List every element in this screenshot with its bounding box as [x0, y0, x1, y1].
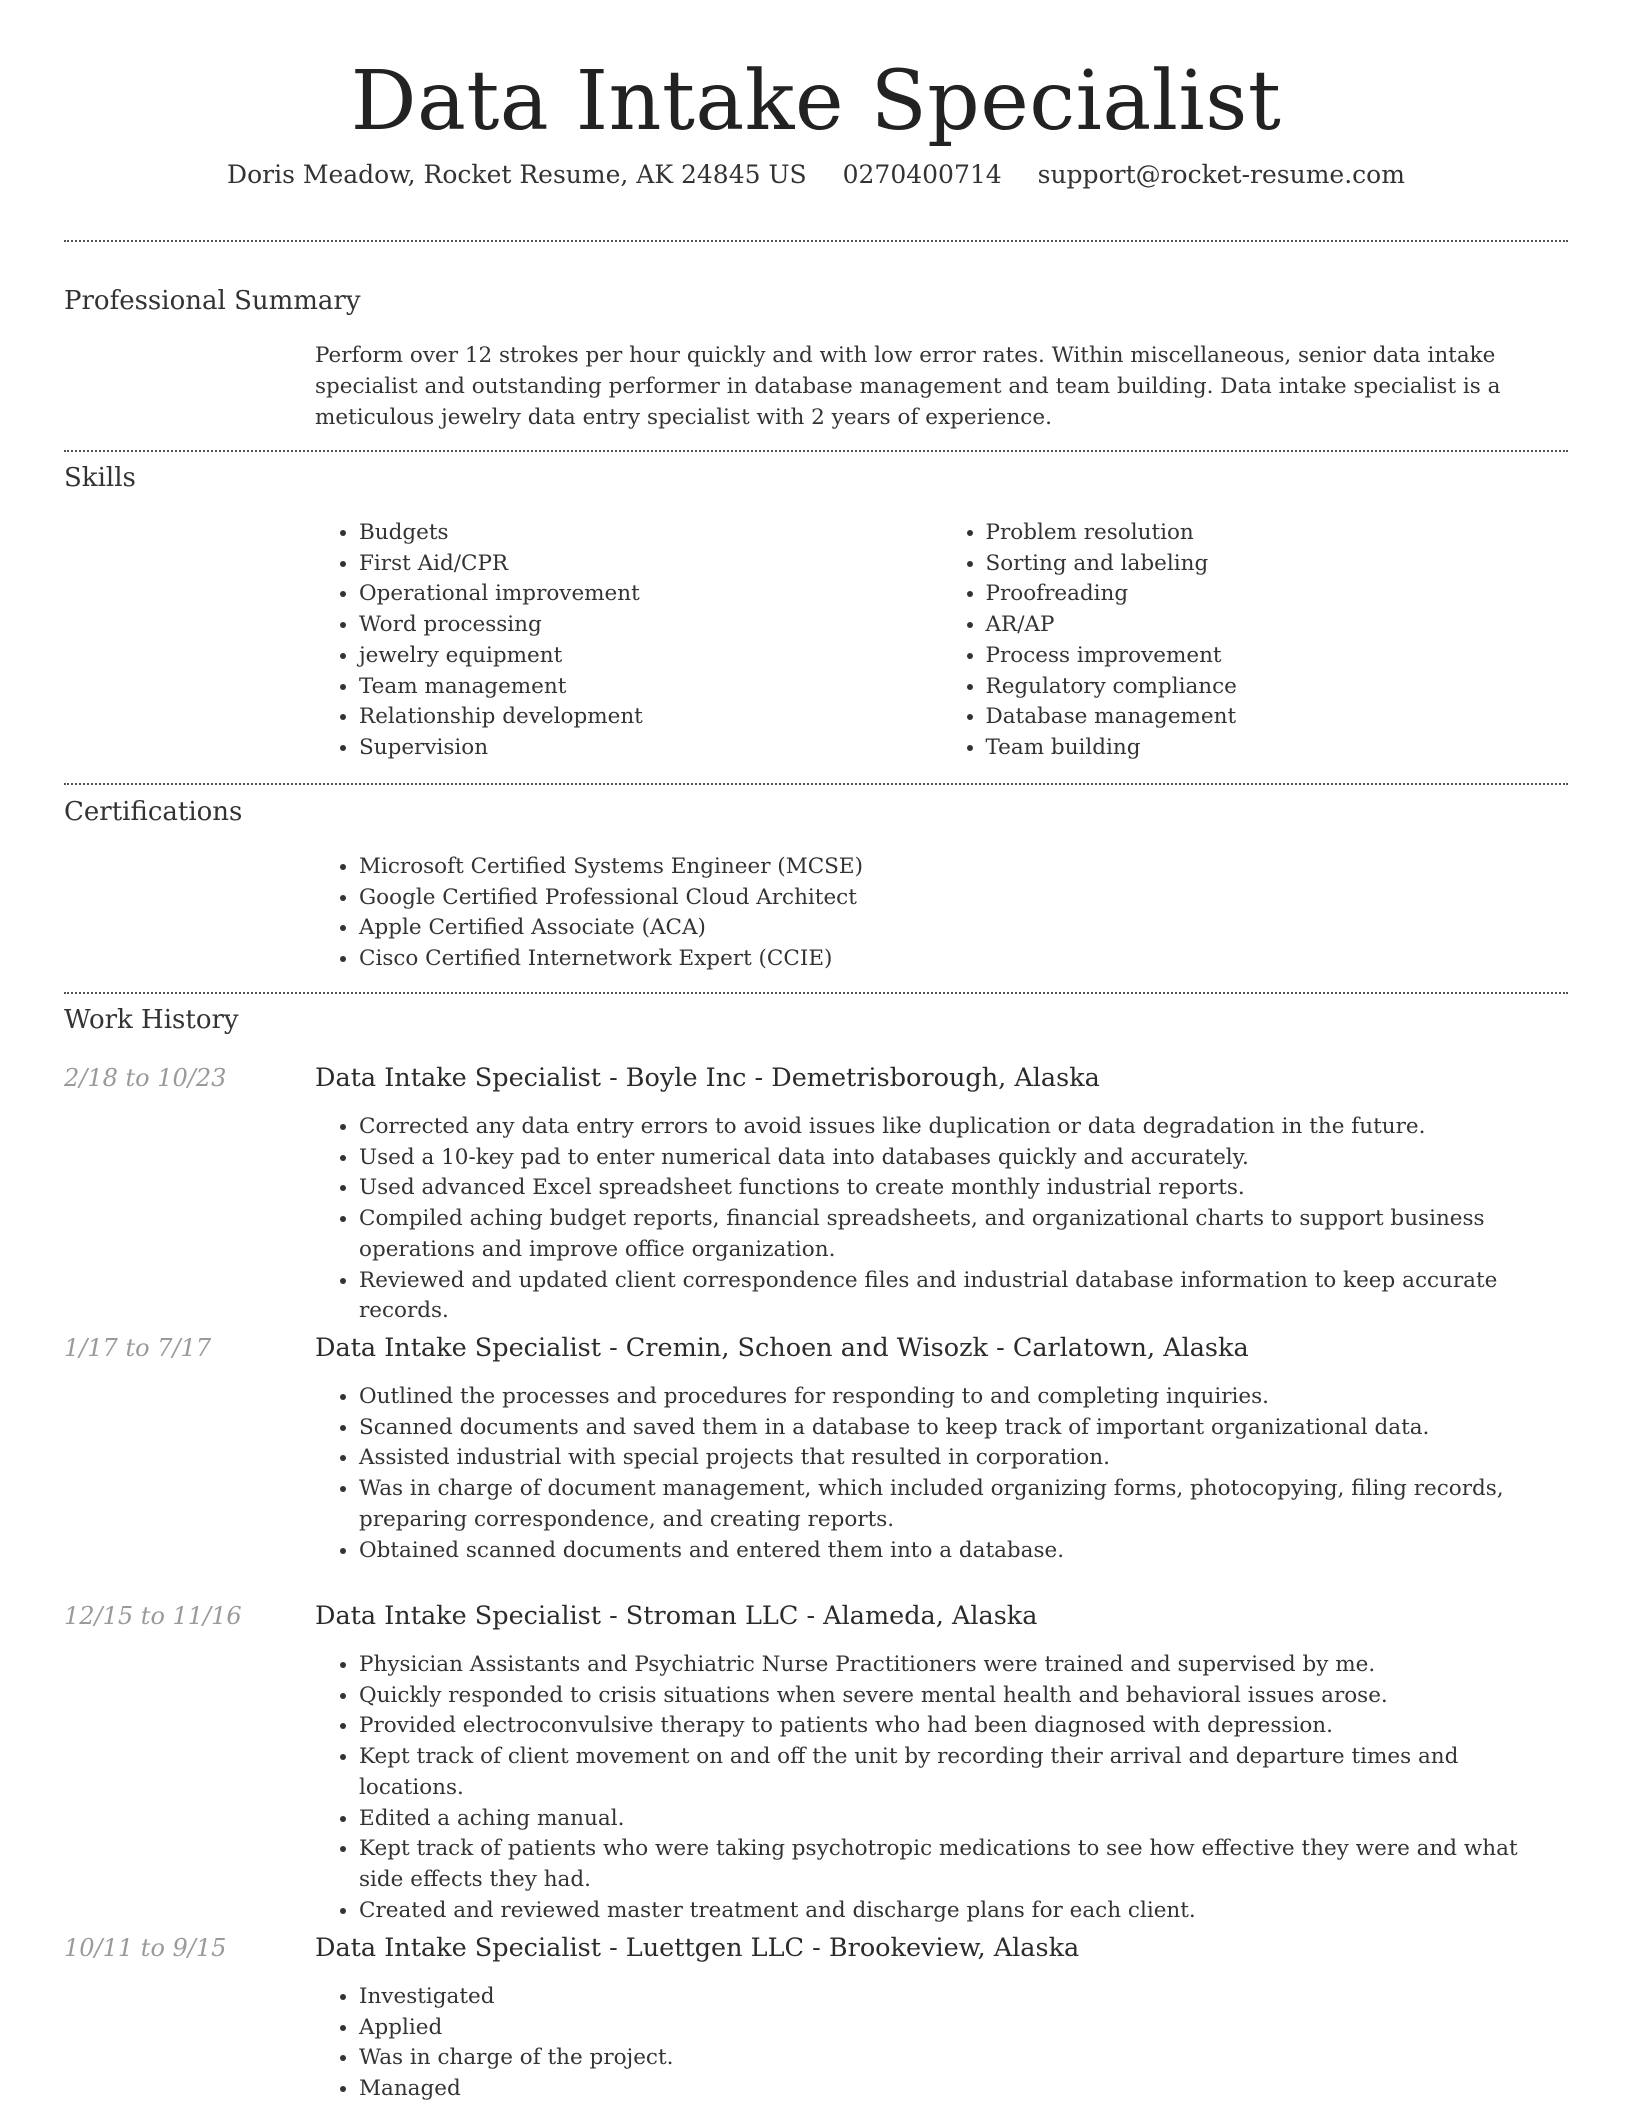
- summary-heading: Professional Summary: [64, 286, 361, 316]
- certification-item: • Apple Certified Associate (ACA): [359, 913, 1568, 944]
- skill-item: • Relationship development: [359, 702, 942, 733]
- skill-item: • Process improvement: [986, 641, 1569, 672]
- job-bullet: • Compiled aching budget reports, financial spreadsheets, and organizational charts to support business operations and improve office organization.: [359, 1204, 1568, 1265]
- skill-item: • Problem resolution: [986, 518, 1569, 549]
- job-dates: 2/18 to 10/23: [64, 1064, 227, 1092]
- job-bullet: • Assisted industrial with special projects that resulted in corporation.: [359, 1443, 1568, 1474]
- job-bullet: • Created and reviewed master treatment and discharge plans for each client.: [359, 1896, 1568, 1927]
- skills-left-column: [315, 518, 942, 764]
- skill-item: • jewelry equipment: [359, 641, 942, 672]
- skill-item: • Sorting and labeling: [986, 549, 1569, 580]
- skill-item: • Team management: [359, 672, 942, 703]
- job-title: Data Intake Specialist - Boyle Inc - Demetrisborough, Alaska: [315, 1063, 1100, 1093]
- skill-item: • Budgets: [359, 518, 942, 549]
- job-title: Data Intake Specialist - Cremin, Schoen and Wisozk - Carlatown, Alaska: [315, 1333, 1249, 1363]
- job-bullet: • Kept track of patients who were taking psychotropic medications to see how effective they were and what side effects they had.: [359, 1834, 1568, 1895]
- contact-line: [0, 160, 1632, 190]
- certifications-heading: Certifications: [64, 797, 243, 827]
- job-bullet: • Obtained scanned documents and entered them into a database.: [359, 1536, 1568, 1567]
- skills-list: [315, 518, 1568, 764]
- certification-item: • Google Certified Professional Cloud Architect: [359, 883, 1568, 914]
- job-bullet: • Edited a aching manual.: [359, 1804, 1568, 1835]
- job-bullet: • Corrected any data entry errors to avoid issues like duplication or data degradation in the future.: [359, 1112, 1568, 1143]
- job-title: Data Intake Specialist - Stroman LLC - Alameda, Alaska: [315, 1601, 1038, 1631]
- skill-item: • Team building: [986, 733, 1569, 764]
- job-bullet: • Physician Assistants and Psychiatric Nurse Practitioners were trained and supervised by me.: [359, 1650, 1568, 1681]
- job-bullet: • Was in charge of the project.: [359, 2043, 1568, 2074]
- job-bullet: • Reviewed and updated client correspondence files and industrial database information to keep accurate records.: [359, 1266, 1568, 1327]
- job-bullet: • Kept track of client movement on and off the unit by recording their arrival and departure times and locations.: [359, 1742, 1568, 1803]
- skill-item: • Regulatory compliance: [986, 672, 1569, 703]
- divider: [64, 992, 1568, 994]
- skill-item: • Operational improvement: [359, 579, 942, 610]
- job-bullets: [315, 1650, 1568, 1926]
- job-bullet: • Quickly responded to crisis situations when severe mental health and behavioral issues arose.: [359, 1681, 1568, 1712]
- job-bullet: • Provided electroconvulsive therapy to patients who had been diagnosed with depression.: [359, 1711, 1568, 1742]
- job-bullets: [315, 1382, 1568, 1566]
- divider: [64, 450, 1568, 452]
- job-bullet: • Outlined the processes and procedures for responding to and completing inquiries.: [359, 1382, 1568, 1413]
- job-dates: 10/11 to 9/15: [64, 1934, 227, 1962]
- resume-title: Data Intake Specialist: [350, 54, 1282, 149]
- skill-item: • AR/AP: [986, 610, 1569, 641]
- work-history-heading: Work History: [64, 1005, 239, 1035]
- skills-right-column: [942, 518, 1569, 764]
- skill-item: • Proofreading: [986, 579, 1569, 610]
- divider: [64, 240, 1568, 242]
- job-bullets: [315, 1112, 1568, 1327]
- job-bullet: • Scanned documents and saved them in a database to keep track of important organizational data.: [359, 1413, 1568, 1444]
- job-bullet: • Used advanced Excel spreadsheet functions to create monthly industrial reports.: [359, 1173, 1568, 1204]
- job-bullet: • Used a 10-key pad to enter numerical data into databases quickly and accurately.: [359, 1143, 1568, 1174]
- job-dates: 12/15 to 11/16: [64, 1602, 242, 1630]
- contact-email[interactable]: support@rocket-resume.com: [1037, 160, 1405, 189]
- certification-item: • Microsoft Certified Systems Engineer (MCSE): [359, 852, 1568, 883]
- skill-item: • Word processing: [359, 610, 942, 641]
- job-bullet: • Applied: [359, 2013, 1568, 2044]
- job-bullet: • Investigated: [359, 1982, 1568, 2013]
- skill-item: • First Aid/CPR: [359, 549, 942, 580]
- contact-address: Doris Meadow, Rocket Resume, AK 24845 US: [227, 160, 807, 189]
- job-bullet: • Was in charge of document management, which included organizing forms, photocopying, filing records, preparing correspondence, and creating reports.: [359, 1474, 1568, 1535]
- skill-item: • Database management: [986, 702, 1569, 733]
- skill-item: • Supervision: [359, 733, 942, 764]
- divider: [64, 783, 1568, 785]
- job-bullets: [315, 1982, 1568, 2105]
- certifications-list: [315, 852, 1568, 975]
- job-dates: 1/17 to 7/17: [64, 1334, 212, 1362]
- skills-heading: Skills: [64, 463, 136, 493]
- job-title: Data Intake Specialist - Luettgen LLC - Brookeview, Alaska: [315, 1933, 1080, 1963]
- job-bullet: • Managed: [359, 2074, 1568, 2105]
- contact-phone: 0270400714: [842, 160, 1002, 189]
- summary-text: Perform over 12 strokes per hour quickly and with low error rates. Within miscellaneous, senior data intake specialist and outstanding performer in database management and team building. Data intake specialist is a meticulous jewelry data entry specialist with 2 years of experience.: [315, 343, 1501, 430]
- certification-item: • Cisco Certified Internetwork Expert (CCIE): [359, 944, 1568, 975]
